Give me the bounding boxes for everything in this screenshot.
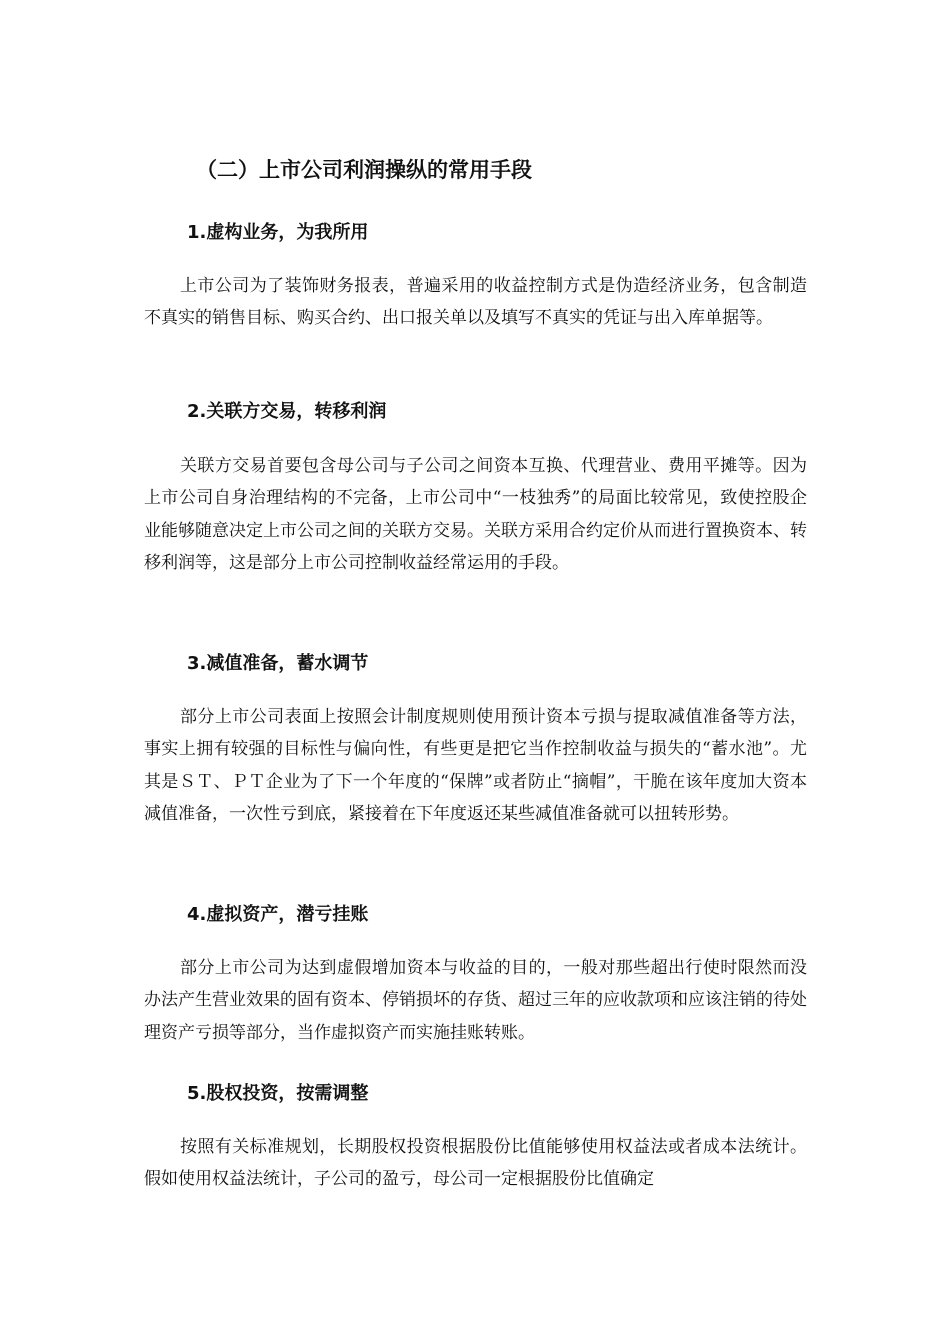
subsection-heading-5: 5.股权投资，按需调整 <box>187 1083 369 1104</box>
subsection-heading-3: 3.减值准备，蓄水调节 <box>187 653 369 674</box>
subsection-paragraph-3: 部分上市公司表面上按照会计制度规则使用预计资本亏损与提取减值准备等方法，事实上拥有较强的目标性与偏向性，有些更是把它当作控制收益与损失的“蓄水池”。尤其是ＳＴ、ＰＴ企业为了下一个年度的“保牌”或者防止“摘帽”，干脆在该年度加大资本减值准备，一次性亏到底，紧接着在下年度返还某些减值准备就可以扭转形势。 <box>144 707 807 825</box>
subsection-paragraph-1: 上市公司为了装饰财务报表，普遍采用的收益控制方式是伪造经济业务，包含制造不真实的销售目标、购买合约、出口报关单以及填写不真实的凭证与出入库单据等。 <box>144 276 807 329</box>
subsection-paragraph-4: 部分上市公司为达到虚假增加资本与收益的目的，一般对那些超出行使时限然而没办法产生营业效果的固有资本、停销损坏的存货、超过三年的应收款项和应该注销的待处理资产亏损等部分，当作虚拟资产而实施挂账转账。 <box>144 958 807 1043</box>
section-title: （二）上市公司利润操纵的常用手段 <box>196 158 532 182</box>
subsection-paragraph-2: 关联方交易首要包含母公司与子公司之间资本互换、代理营业、费用平摊等。因为上市公司自身治理结构的不完备，上市公司中“一枝独秀”的局面比较常见，致使控股企业能够随意决定上市公司之间的关联方交易。关联方采用合约定价从而进行置换资本、转移利润等，这是部分上市公司控制收益经常运用的手段。 <box>144 456 807 574</box>
subsection-paragraph-5: 按照有关标准规划，长期股权投资根据股份比值能够使用权益法或者成本法统计。假如使用权益法统计，子公司的盈亏，母公司一定根据股份比值确定 <box>144 1137 807 1190</box>
subsection-heading-2: 2.关联方交易，转移利润 <box>187 401 387 422</box>
subsection-heading-4: 4.虚拟资产，潜亏挂账 <box>187 904 369 925</box>
subsection-heading-1: 1.虚构业务，为我所用 <box>187 222 369 243</box>
